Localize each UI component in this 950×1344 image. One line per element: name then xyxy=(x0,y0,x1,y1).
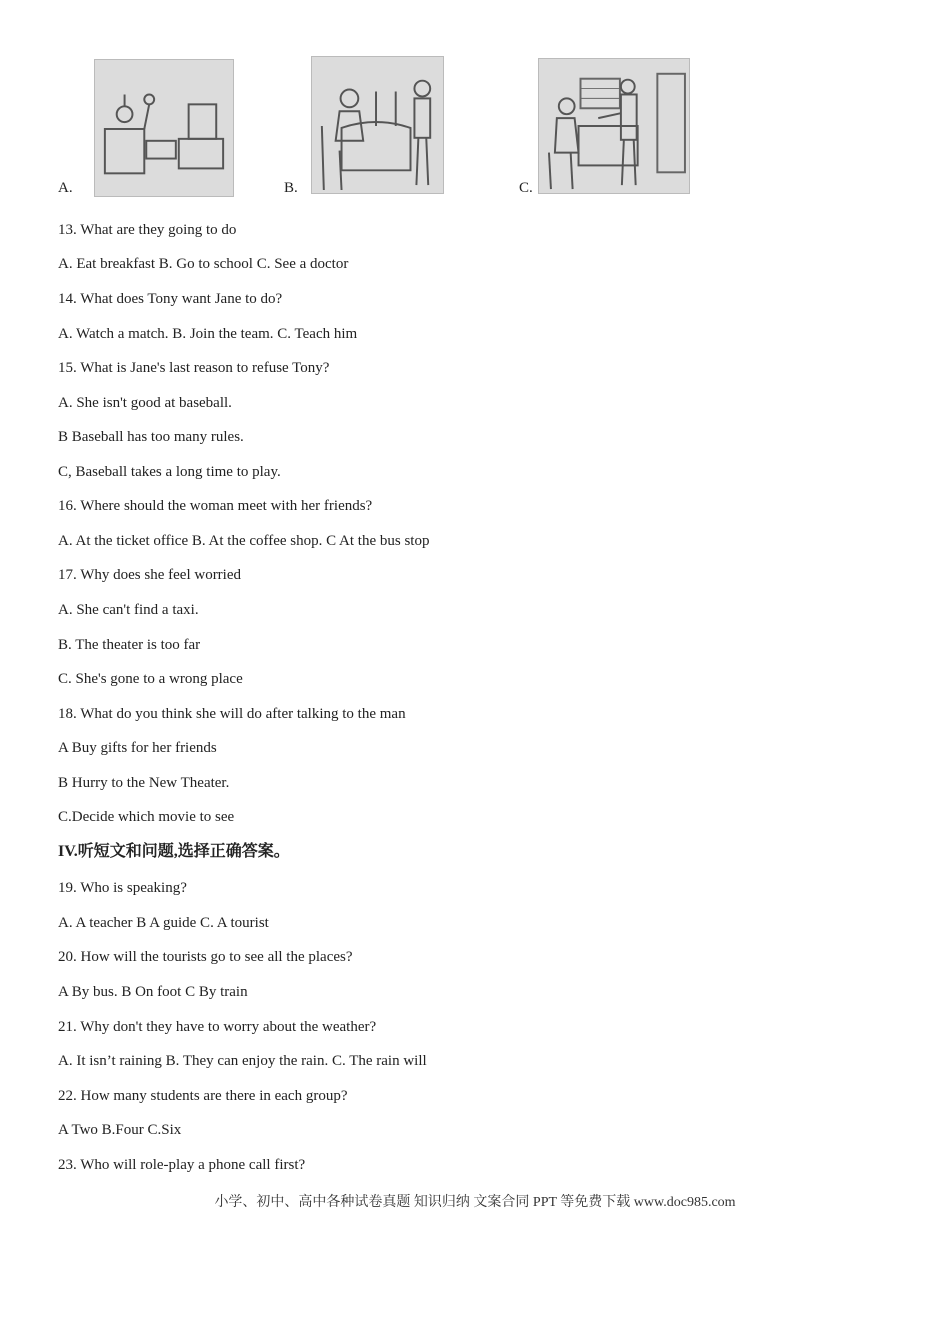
question-text: 18. What do you think she will do after talking to the man xyxy=(58,706,406,722)
answer-options: A By bus. B On foot C By train xyxy=(58,984,248,1000)
question-text: 23. Who will role-play a phone call first? xyxy=(58,1157,306,1173)
page-footer: 小学、初中、高中各种试卷真题 知识归纳 文案合同 PPT 等免费下载 www.doc985.com xyxy=(214,1195,736,1210)
answer-options: A. A teacher B A guide C. A tourist xyxy=(58,915,269,931)
answer-options: C. She's gone to a wrong place xyxy=(58,671,243,687)
option-b-picture xyxy=(311,56,444,194)
answer-options: A Two B.Four C.Six xyxy=(58,1122,182,1138)
option-c-picture xyxy=(538,58,690,194)
answer-options: A. She can't find a taxi. xyxy=(58,602,199,618)
living-room-scene xyxy=(95,60,233,196)
picture-options-row xyxy=(0,56,950,201)
option-a-label: A. xyxy=(58,180,73,196)
question-text: 14. What does Tony want Jane to do? xyxy=(58,291,283,307)
answer-options: A. She isn't good at baseball. xyxy=(58,395,232,411)
question-text: 21. Why don't they have to worry about the weather? xyxy=(58,1019,377,1035)
answer-options: A. Eat breakfast B. Go to school C. See a doctor xyxy=(58,256,349,272)
question-text: 22. How many students are there in each group? xyxy=(58,1088,348,1104)
section-heading: IV.听短文和问题,选择正确答案。 xyxy=(58,843,290,860)
option-a-picture xyxy=(94,59,234,197)
answer-options: B Baseball has too many rules. xyxy=(58,429,244,445)
option-b-label: B. xyxy=(284,180,298,196)
answer-options: B. The theater is too far xyxy=(58,637,201,653)
question-text: 16. Where should the woman meet with her friends? xyxy=(58,498,373,514)
answer-options: A Buy gifts for her friends xyxy=(58,740,217,756)
question-text: 17. Why does she feel worried xyxy=(58,567,242,583)
question-text: 13. What are they going to do xyxy=(58,222,237,238)
question-text: 20. How will the tourists go to see all the places? xyxy=(58,949,353,965)
answer-options: B Hurry to the New Theater. xyxy=(58,775,230,791)
answer-options: C.Decide which movie to see xyxy=(58,809,235,825)
option-c-label: C. xyxy=(519,180,533,196)
answer-options: C, Baseball takes a long time to play. xyxy=(58,464,281,480)
office-desk-scene xyxy=(539,59,689,193)
answer-options: A. Watch a match. B. Join the team. C. Teach him xyxy=(58,326,358,342)
question-text: 19. Who is speaking? xyxy=(58,880,187,896)
table-meal-scene xyxy=(312,57,443,193)
question-text: 15. What is Jane's last reason to refuse Tony? xyxy=(58,360,330,376)
answer-options: A. At the ticket office B. At the coffee shop. C At the bus stop xyxy=(58,533,430,549)
answer-options: A. It isn’t raining B. They can enjoy the rain. C. The rain will xyxy=(58,1053,427,1069)
